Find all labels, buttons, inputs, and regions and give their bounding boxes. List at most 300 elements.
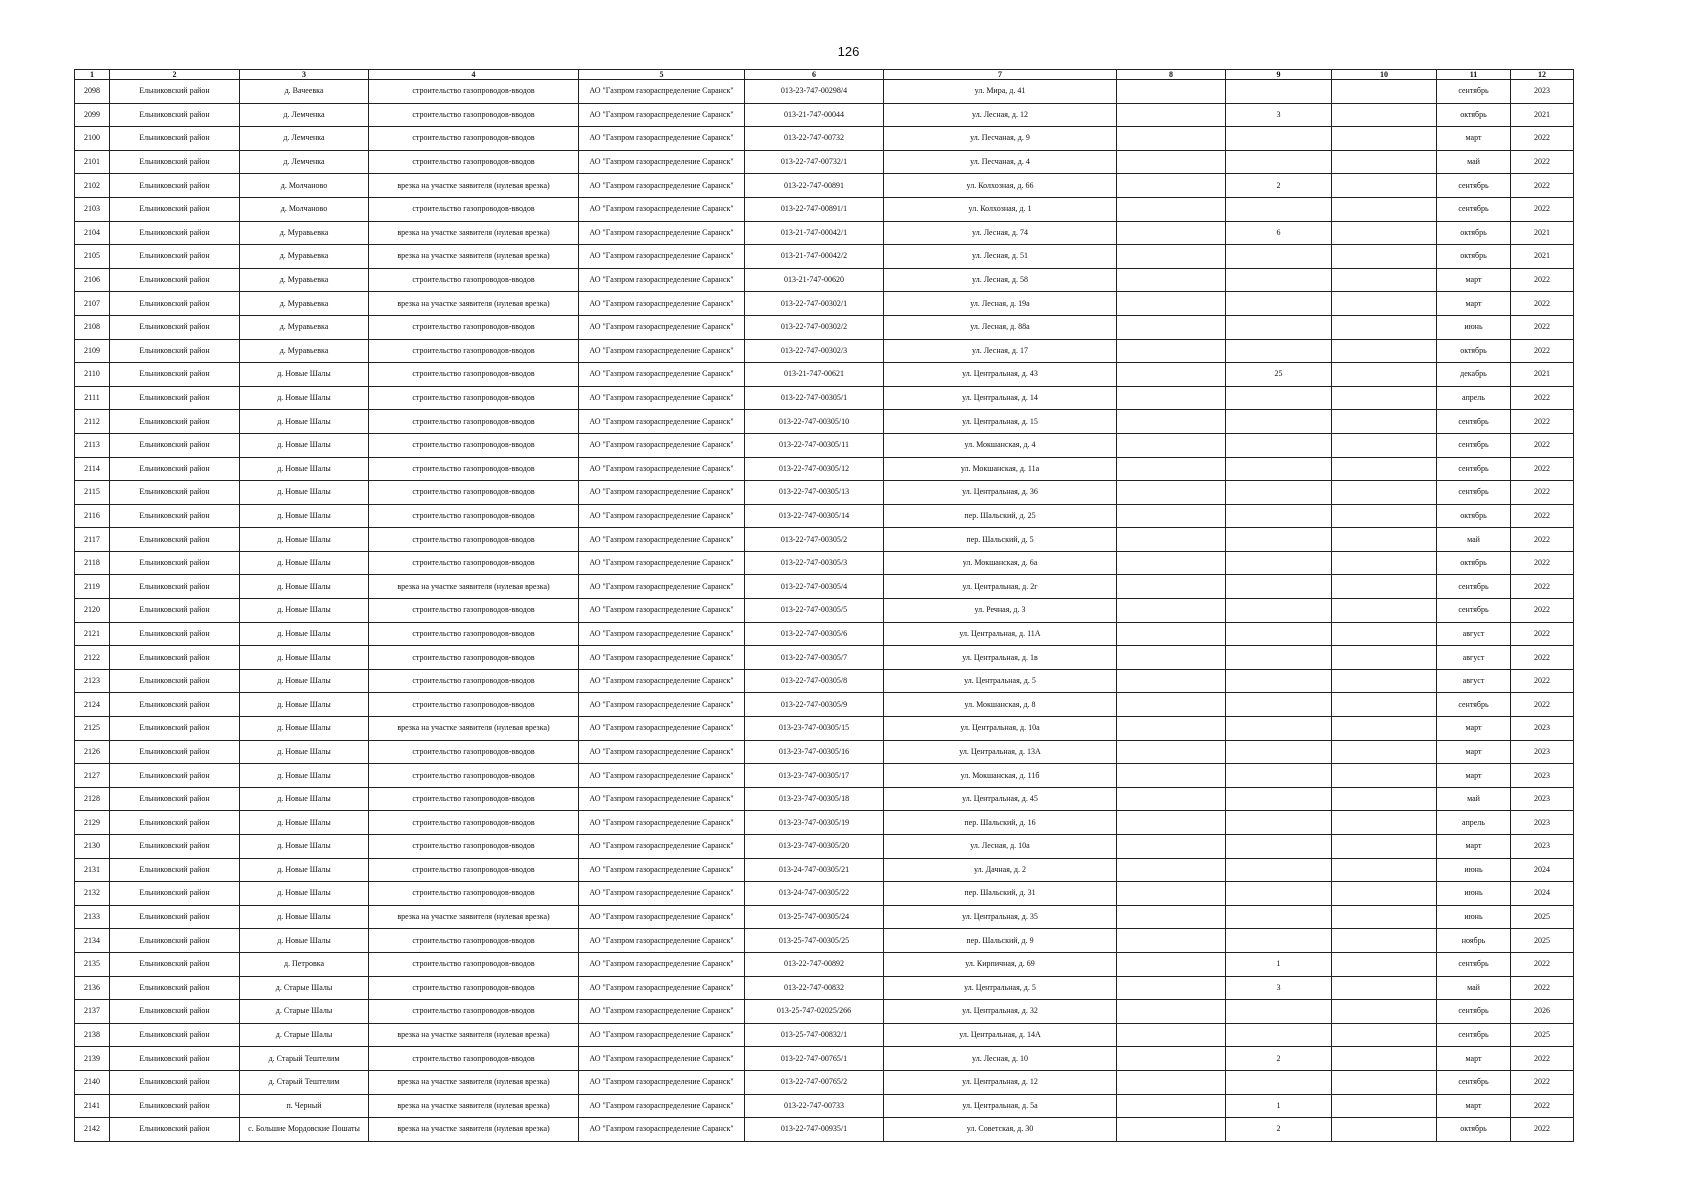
table-cell: строительство газопроводов-вводов: [369, 433, 579, 457]
table-cell: строительство газопроводов-вводов: [369, 363, 579, 387]
column-header: 3: [240, 70, 369, 80]
table-cell: 2121: [75, 622, 110, 646]
table-cell: Ельниковский район: [110, 669, 240, 693]
table-cell: врезка на участке заявителя (нулевая врезка): [369, 717, 579, 741]
table-body: [75, 80, 1574, 1142]
table-row: [75, 693, 1574, 717]
table-cell: д. Муравьевка: [240, 268, 369, 292]
table-cell: [1332, 575, 1437, 599]
table-cell: АО "Газпром газораспределение Саранск": [579, 245, 745, 269]
table-cell: [1117, 268, 1226, 292]
table-cell: ул. Центральная, д. 11А: [884, 622, 1117, 646]
table-cell: 2101: [75, 150, 110, 174]
table-row: [75, 717, 1574, 741]
table-cell: 2022: [1511, 976, 1574, 1000]
table-cell: Ельниковский район: [110, 599, 240, 623]
table-cell: ул. Центральная, д. 2г: [884, 575, 1117, 599]
table-cell: д. Старые Шалы: [240, 976, 369, 1000]
table-cell: ул. Лесная, д. 17: [884, 339, 1117, 363]
table-cell: [1117, 669, 1226, 693]
table-row: [75, 952, 1574, 976]
table-cell: [1117, 504, 1226, 528]
table-cell: [1226, 127, 1332, 151]
table-cell: [1226, 80, 1332, 104]
table-cell: [1117, 481, 1226, 505]
table-cell: 2123: [75, 669, 110, 693]
table-cell: 2022: [1511, 599, 1574, 623]
table-row: [75, 551, 1574, 575]
table-cell: 2022: [1511, 315, 1574, 339]
table-cell: 2023: [1511, 787, 1574, 811]
table-cell: 013-25-747-02025/266: [745, 1000, 884, 1024]
table-cell: 2022: [1511, 268, 1574, 292]
page-number: 126: [837, 44, 860, 59]
table-cell: [1226, 717, 1332, 741]
table-cell: октябрь: [1437, 1118, 1511, 1142]
table-cell: 2022: [1511, 646, 1574, 670]
table-cell: [1226, 292, 1332, 316]
table-cell: 2022: [1511, 127, 1574, 151]
table-cell: октябрь: [1437, 551, 1511, 575]
table-cell: март: [1437, 1047, 1511, 1071]
table-cell: апрель: [1437, 811, 1511, 835]
table-cell: 2141: [75, 1094, 110, 1118]
table-cell: 2126: [75, 740, 110, 764]
table-cell: 013-23-747-00305/18: [745, 787, 884, 811]
table-cell: АО "Газпром газораспределение Саранск": [579, 1000, 745, 1024]
table-cell: 2023: [1511, 835, 1574, 859]
table-cell: 2118: [75, 551, 110, 575]
table-cell: [1117, 1000, 1226, 1024]
table-cell: июнь: [1437, 882, 1511, 906]
table-cell: [1332, 646, 1437, 670]
table-cell: [1226, 528, 1332, 552]
table-cell: 013-22-747-00305/5: [745, 599, 884, 623]
table-cell: врезка на участке заявителя (нулевая врезка): [369, 221, 579, 245]
table-cell: 2116: [75, 504, 110, 528]
table-cell: [1226, 1000, 1332, 1024]
table-cell: строительство газопроводов-вводов: [369, 1000, 579, 1024]
table-cell: Ельниковский район: [110, 1070, 240, 1094]
table-cell: сентябрь: [1437, 80, 1511, 104]
table-cell: АО "Газпром газораспределение Саранск": [579, 929, 745, 953]
table-row: [75, 646, 1574, 670]
table-cell: д. Новые Шалы: [240, 740, 369, 764]
table-cell: [1332, 858, 1437, 882]
table-cell: АО "Газпром газораспределение Саранск": [579, 787, 745, 811]
table-cell: АО "Газпром газораспределение Саранск": [579, 858, 745, 882]
table-cell: строительство газопроводов-вводов: [369, 410, 579, 434]
table-cell: строительство газопроводов-вводов: [369, 835, 579, 859]
table-cell: врезка на участке заявителя (нулевая врезка): [369, 1070, 579, 1094]
table-cell: 013-22-747-00305/10: [745, 410, 884, 434]
table-cell: 013-21-747-00042/2: [745, 245, 884, 269]
table-cell: [1332, 433, 1437, 457]
table-cell: 013-22-747-00892: [745, 952, 884, 976]
table-cell: ул. Лесная, д. 10: [884, 1047, 1117, 1071]
table-cell: сентябрь: [1437, 433, 1511, 457]
table-cell: [1226, 882, 1332, 906]
table-cell: [1332, 80, 1437, 104]
table-cell: строительство газопроводов-вводов: [369, 1047, 579, 1071]
table-row: [75, 1118, 1574, 1142]
table-cell: 013-24-747-00305/21: [745, 858, 884, 882]
table-cell: 2128: [75, 787, 110, 811]
table-cell: сентябрь: [1437, 1023, 1511, 1047]
table-cell: сентябрь: [1437, 1000, 1511, 1024]
table-row: [75, 787, 1574, 811]
table-cell: Ельниковский район: [110, 150, 240, 174]
table-cell: [1117, 174, 1226, 198]
table-cell: 25: [1226, 363, 1332, 387]
table-cell: [1117, 457, 1226, 481]
table-cell: сентябрь: [1437, 457, 1511, 481]
table-cell: сентябрь: [1437, 1070, 1511, 1094]
table-cell: [1226, 481, 1332, 505]
table-row: [75, 622, 1574, 646]
table-cell: 2142: [75, 1118, 110, 1142]
table-cell: [1332, 787, 1437, 811]
table-cell: [1332, 1023, 1437, 1047]
table-cell: д. Лемченка: [240, 150, 369, 174]
table-row: [75, 1023, 1574, 1047]
table-cell: 2023: [1511, 717, 1574, 741]
table-row: [75, 292, 1574, 316]
table-cell: ул. Центральная, д. 5: [884, 669, 1117, 693]
table-cell: 013-22-747-00305/4: [745, 575, 884, 599]
table-cell: [1332, 717, 1437, 741]
table-cell: [1332, 481, 1437, 505]
table-cell: [1332, 952, 1437, 976]
table-cell: [1117, 197, 1226, 221]
table-cell: строительство газопроводов-вводов: [369, 528, 579, 552]
table-cell: [1332, 127, 1437, 151]
table-cell: 013-22-747-00732: [745, 127, 884, 151]
table-cell: [1332, 1000, 1437, 1024]
table-cell: 013-22-747-00302/1: [745, 292, 884, 316]
table-cell: [1226, 669, 1332, 693]
column-header: 9: [1226, 70, 1332, 80]
table-cell: [1226, 457, 1332, 481]
table-cell: строительство газопроводов-вводов: [369, 669, 579, 693]
table-cell: ул. Мокшанская, д. 6а: [884, 551, 1117, 575]
table-cell: 013-22-747-00305/6: [745, 622, 884, 646]
table-cell: [1226, 268, 1332, 292]
table-cell: ул. Центральная, д. 35: [884, 905, 1117, 929]
table-cell: д. Новые Шалы: [240, 410, 369, 434]
table-cell: [1117, 1094, 1226, 1118]
table-cell: Ельниковский район: [110, 905, 240, 929]
table-cell: 2025: [1511, 929, 1574, 953]
table-cell: [1226, 905, 1332, 929]
table-cell: [1332, 622, 1437, 646]
table-cell: д. Новые Шалы: [240, 646, 369, 670]
table-cell: 3: [1226, 103, 1332, 127]
table-cell: АО "Газпром газораспределение Саранск": [579, 268, 745, 292]
table-cell: март: [1437, 1094, 1511, 1118]
table-cell: [1332, 1118, 1437, 1142]
table-cell: АО "Газпром газораспределение Саранск": [579, 221, 745, 245]
table-row: [75, 80, 1574, 104]
table-cell: АО "Газпром газораспределение Саранск": [579, 740, 745, 764]
table-cell: д. Молчаново: [240, 174, 369, 198]
table-cell: 2124: [75, 693, 110, 717]
table-cell: 013-22-747-00305/7: [745, 646, 884, 670]
table-cell: [1226, 150, 1332, 174]
table-cell: 2100: [75, 127, 110, 151]
table-cell: 013-22-747-00305/14: [745, 504, 884, 528]
table-cell: [1226, 315, 1332, 339]
table-cell: Ельниковский район: [110, 858, 240, 882]
table-cell: АО "Газпром газораспределение Саранск": [579, 457, 745, 481]
table-cell: строительство газопроводов-вводов: [369, 599, 579, 623]
table-cell: АО "Газпром газораспределение Саранск": [579, 150, 745, 174]
table-cell: Ельниковский район: [110, 622, 240, 646]
table-cell: ул. Центральная, д. 5а: [884, 1094, 1117, 1118]
table-cell: п. Черный: [240, 1094, 369, 1118]
table-cell: 2138: [75, 1023, 110, 1047]
table-cell: строительство газопроводов-вводов: [369, 315, 579, 339]
column-header: 2: [110, 70, 240, 80]
table-cell: Ельниковский район: [110, 929, 240, 953]
table-cell: 013-21-747-00042/1: [745, 221, 884, 245]
table-cell: д. Старые Шалы: [240, 1000, 369, 1024]
table-cell: ул. Центральная, д. 12: [884, 1070, 1117, 1094]
table-row: [75, 174, 1574, 198]
table-cell: д. Петровка: [240, 952, 369, 976]
table-cell: ул. Центральная, д. 14А: [884, 1023, 1117, 1047]
table-cell: 2120: [75, 599, 110, 623]
table-cell: Ельниковский район: [110, 504, 240, 528]
table-cell: АО "Газпром газораспределение Саранск": [579, 1070, 745, 1094]
table-cell: [1332, 457, 1437, 481]
table-cell: Ельниковский район: [110, 1094, 240, 1118]
table-cell: ул. Лесная, д. 58: [884, 268, 1117, 292]
table-cell: АО "Газпром газораспределение Саранск": [579, 764, 745, 788]
table-cell: [1117, 1118, 1226, 1142]
table-cell: [1332, 740, 1437, 764]
table-cell: 2022: [1511, 1070, 1574, 1094]
table-row: [75, 740, 1574, 764]
table-cell: 013-22-747-00305/12: [745, 457, 884, 481]
table-cell: август: [1437, 622, 1511, 646]
table-cell: 013-22-747-00302/2: [745, 315, 884, 339]
table-cell: [1117, 127, 1226, 151]
table-cell: строительство газопроводов-вводов: [369, 787, 579, 811]
table-cell: март: [1437, 268, 1511, 292]
table-cell: АО "Газпром газораспределение Саранск": [579, 174, 745, 198]
table-cell: врезка на участке заявителя (нулевая врезка): [369, 1118, 579, 1142]
table-cell: [1117, 929, 1226, 953]
table-cell: 2104: [75, 221, 110, 245]
table-cell: 2021: [1511, 221, 1574, 245]
table-cell: [1117, 646, 1226, 670]
table-cell: сентябрь: [1437, 693, 1511, 717]
table-cell: врезка на участке заявителя (нулевая врезка): [369, 905, 579, 929]
table-cell: 2108: [75, 315, 110, 339]
table-cell: [1226, 504, 1332, 528]
table-cell: 013-22-747-00891: [745, 174, 884, 198]
table-cell: сентябрь: [1437, 575, 1511, 599]
table-cell: 013-23-747-00305/19: [745, 811, 884, 835]
table-cell: 2022: [1511, 575, 1574, 599]
table-cell: [1117, 386, 1226, 410]
table-cell: строительство газопроводов-вводов: [369, 811, 579, 835]
table-row: [75, 1070, 1574, 1094]
table-cell: строительство газопроводов-вводов: [369, 339, 579, 363]
table-cell: 2139: [75, 1047, 110, 1071]
table-cell: строительство газопроводов-вводов: [369, 268, 579, 292]
table-cell: 013-22-747-00305/11: [745, 433, 884, 457]
table-cell: ул. Колхозная, д. 1: [884, 197, 1117, 221]
table-cell: АО "Газпром газораспределение Саранск": [579, 103, 745, 127]
table-cell: 2024: [1511, 882, 1574, 906]
table-cell: АО "Газпром газораспределение Саранск": [579, 1118, 745, 1142]
table-cell: ул. Центральная, д. 32: [884, 1000, 1117, 1024]
table-cell: 2103: [75, 197, 110, 221]
table-cell: ул. Мокшанская, д. 4: [884, 433, 1117, 457]
table-row: [75, 127, 1574, 151]
table-cell: 2025: [1511, 1023, 1574, 1047]
table-cell: [1332, 174, 1437, 198]
table-cell: д. Новые Шалы: [240, 882, 369, 906]
table-cell: 2130: [75, 835, 110, 859]
table-cell: 2132: [75, 882, 110, 906]
table-row: [75, 528, 1574, 552]
table-cell: 2022: [1511, 339, 1574, 363]
table-cell: ул. Центральная, д. 43: [884, 363, 1117, 387]
table-cell: ул. Центральная, д. 10а: [884, 717, 1117, 741]
table-cell: врезка на участке заявителя (нулевая врезка): [369, 1094, 579, 1118]
table-cell: 013-25-747-00305/24: [745, 905, 884, 929]
table-cell: [1117, 363, 1226, 387]
table-cell: [1332, 929, 1437, 953]
table-cell: д. Новые Шалы: [240, 433, 369, 457]
table-cell: ул. Песчаная, д. 9: [884, 127, 1117, 151]
table-cell: АО "Газпром газораспределение Саранск": [579, 717, 745, 741]
table-cell: ул. Центральная, д. 15: [884, 410, 1117, 434]
table-cell: строительство газопроводов-вводов: [369, 693, 579, 717]
table-row: [75, 386, 1574, 410]
table-cell: [1332, 599, 1437, 623]
table-cell: ул. Центральная, д. 5: [884, 976, 1117, 1000]
table-cell: [1226, 646, 1332, 670]
table-cell: д. Новые Шалы: [240, 599, 369, 623]
table-cell: ул. Лесная, д. 19а: [884, 292, 1117, 316]
table-cell: 2022: [1511, 693, 1574, 717]
table-cell: Ельниковский район: [110, 976, 240, 1000]
table-cell: АО "Газпром газораспределение Саранск": [579, 693, 745, 717]
table-cell: [1226, 245, 1332, 269]
table-cell: пер. Шальский, д. 31: [884, 882, 1117, 906]
table-cell: [1226, 858, 1332, 882]
table-cell: Ельниковский район: [110, 433, 240, 457]
table-cell: 2113: [75, 433, 110, 457]
table-cell: д. Муравьевка: [240, 221, 369, 245]
column-header: 7: [884, 70, 1117, 80]
table-cell: [1117, 1023, 1226, 1047]
table-cell: д. Старые Шалы: [240, 1023, 369, 1047]
table-cell: д. Муравьевка: [240, 245, 369, 269]
table-cell: 013-22-747-00832: [745, 976, 884, 1000]
table-cell: [1226, 433, 1332, 457]
table-cell: Ельниковский район: [110, 103, 240, 127]
table-cell: 2022: [1511, 1094, 1574, 1118]
table-cell: [1117, 221, 1226, 245]
table-cell: 013-23-747-00305/16: [745, 740, 884, 764]
table-cell: 013-22-747-00733: [745, 1094, 884, 1118]
table-row: [75, 245, 1574, 269]
table-cell: Ельниковский район: [110, 174, 240, 198]
table-cell: 2105: [75, 245, 110, 269]
table-cell: 2021: [1511, 363, 1574, 387]
table-cell: [1332, 551, 1437, 575]
table-cell: АО "Газпром газораспределение Саранск": [579, 127, 745, 151]
table-cell: д. Новые Шалы: [240, 386, 369, 410]
table-cell: сентябрь: [1437, 174, 1511, 198]
table-cell: АО "Газпром газораспределение Саранск": [579, 976, 745, 1000]
table-cell: [1117, 952, 1226, 976]
table-cell: 013-22-747-00302/3: [745, 339, 884, 363]
table-cell: 013-25-747-00305/25: [745, 929, 884, 953]
table-cell: 2129: [75, 811, 110, 835]
table-cell: 2022: [1511, 150, 1574, 174]
table-cell: 013-22-747-00305/9: [745, 693, 884, 717]
column-header: 1: [75, 70, 110, 80]
table-cell: май: [1437, 528, 1511, 552]
table-cell: [1226, 1070, 1332, 1094]
table-cell: строительство газопроводов-вводов: [369, 197, 579, 221]
table-cell: ул. Лесная, д. 10а: [884, 835, 1117, 859]
table-cell: АО "Газпром газораспределение Саранск": [579, 433, 745, 457]
table-cell: строительство газопроводов-вводов: [369, 127, 579, 151]
table-cell: [1117, 528, 1226, 552]
table-cell: АО "Газпром газораспределение Саранск": [579, 835, 745, 859]
table-cell: [1117, 410, 1226, 434]
column-header: 6: [745, 70, 884, 80]
table-cell: 2023: [1511, 811, 1574, 835]
table-cell: 2140: [75, 1070, 110, 1094]
table-cell: июнь: [1437, 858, 1511, 882]
table-cell: Ельниковский район: [110, 410, 240, 434]
table-cell: 2023: [1511, 740, 1574, 764]
table-cell: апрель: [1437, 386, 1511, 410]
table-row: [75, 1000, 1574, 1024]
table-cell: д. Лемченка: [240, 103, 369, 127]
table-cell: д. Новые Шалы: [240, 835, 369, 859]
table-cell: 013-22-747-00305/1: [745, 386, 884, 410]
table-cell: 2119: [75, 575, 110, 599]
table-cell: март: [1437, 740, 1511, 764]
table-cell: пер. Шальский, д. 16: [884, 811, 1117, 835]
table-cell: 2021: [1511, 245, 1574, 269]
table-cell: ул. Лесная, д. 51: [884, 245, 1117, 269]
table-cell: д. Муравьевка: [240, 339, 369, 363]
table-cell: 2117: [75, 528, 110, 552]
table-cell: 013-25-747-00832/1: [745, 1023, 884, 1047]
table-cell: д. Новые Шалы: [240, 764, 369, 788]
table-cell: 2135: [75, 952, 110, 976]
table-cell: [1117, 764, 1226, 788]
table-cell: 2107: [75, 292, 110, 316]
table-cell: ул. Дачная, д. 2: [884, 858, 1117, 882]
table-cell: 2: [1226, 174, 1332, 198]
table-cell: д. Новые Шалы: [240, 481, 369, 505]
table-cell: октябрь: [1437, 504, 1511, 528]
table-cell: д. Новые Шалы: [240, 787, 369, 811]
table-cell: март: [1437, 835, 1511, 859]
table-cell: 2021: [1511, 103, 1574, 127]
